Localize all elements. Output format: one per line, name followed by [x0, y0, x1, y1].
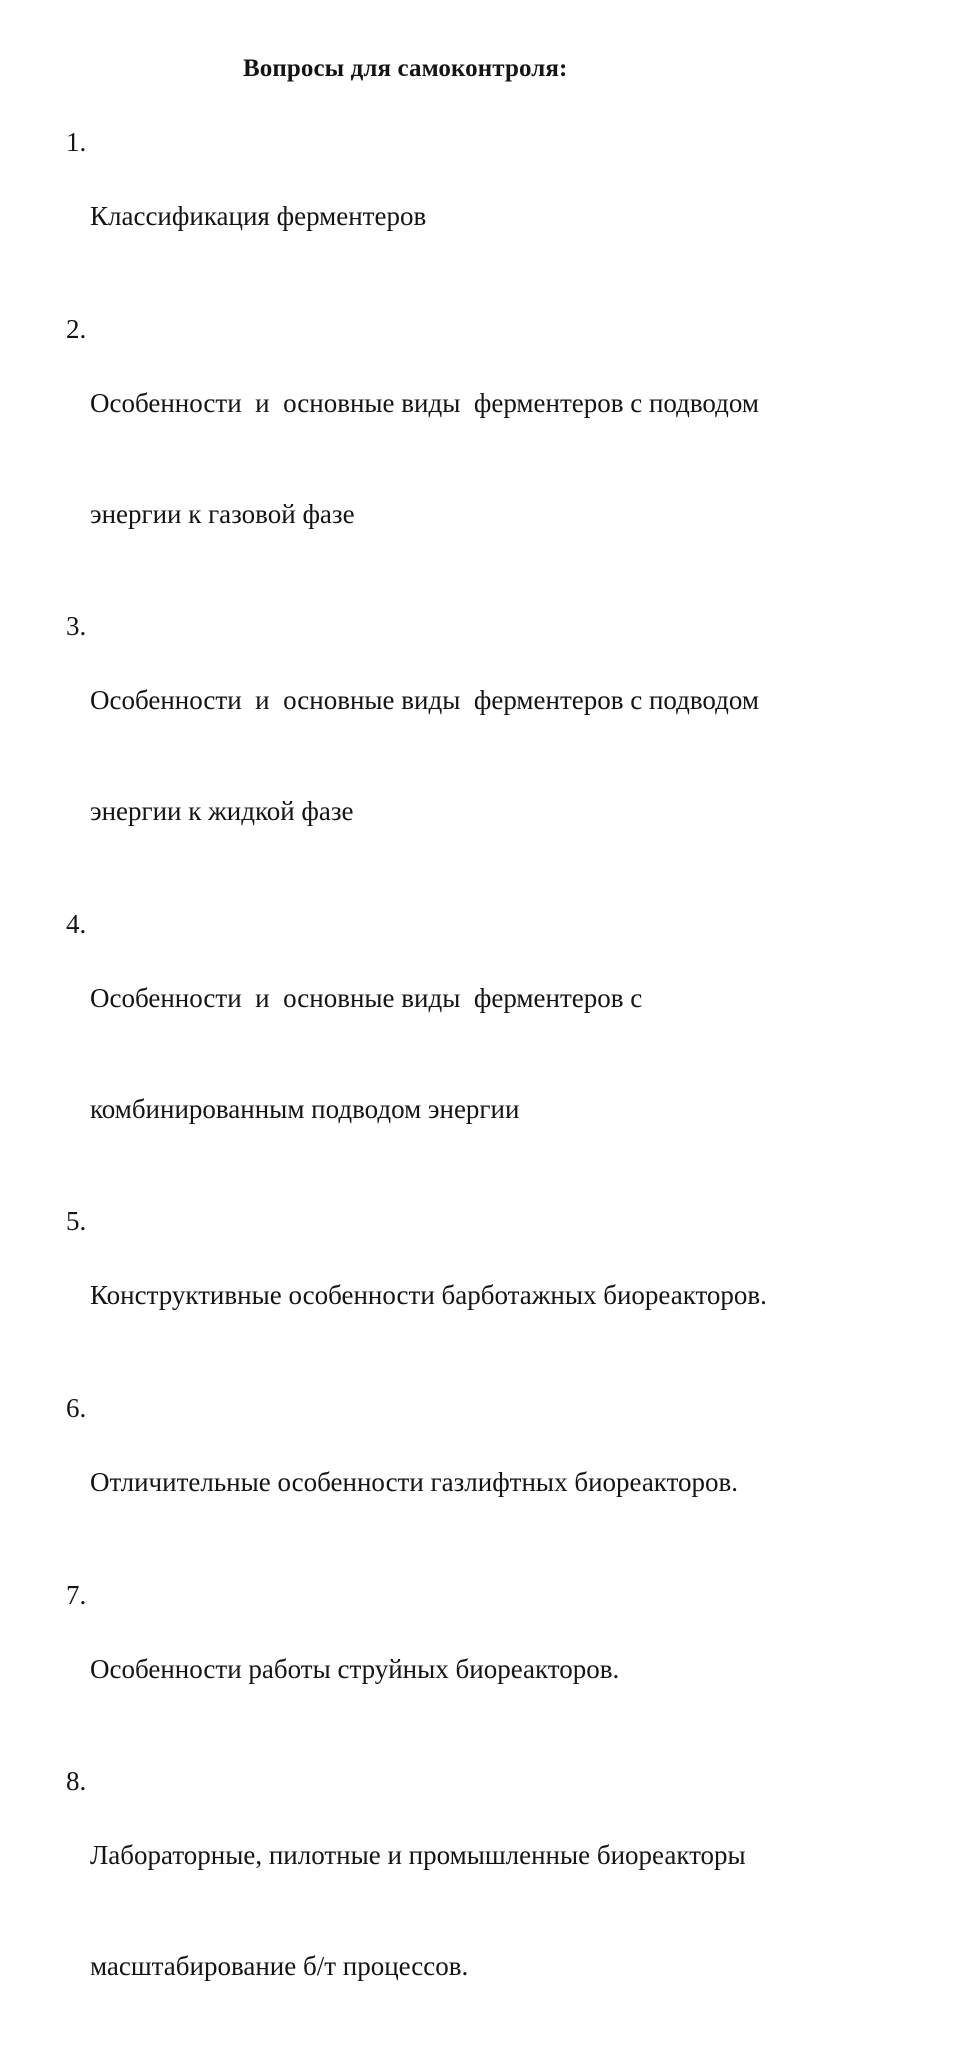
item-line: Особенности и основные виды ферментеров с подводом: [90, 685, 759, 716]
item-number: 4.: [66, 908, 87, 939]
item-number: 7.: [66, 1579, 87, 1610]
item-line: Лабораторные, пилотные и промышленные биореакторы: [90, 1840, 746, 1871]
item-line: Классификация ферментеров: [90, 201, 427, 231]
item-text: [90, 1577, 946, 1762]
item-number: 6.: [66, 1392, 87, 1423]
list-item: [66, 1390, 946, 1575]
item-number: 8.: [66, 1766, 87, 1797]
item-text: [90, 1763, 946, 2059]
list-item: [66, 1577, 946, 1762]
questions-list: [66, 124, 946, 2061]
list-item: [66, 608, 946, 904]
list-item: [66, 1203, 946, 1388]
item-number: 5.: [66, 1206, 87, 1237]
item-line: Особенности работы струйных биореакторов.: [90, 1653, 620, 1684]
item-line: Конструктивные особенности барботажных биореакторов.: [90, 1280, 767, 1311]
item-text: [90, 608, 946, 904]
item-line: энергии к газовой фазе: [90, 498, 355, 529]
item-text: [90, 1203, 946, 1388]
item-text: [90, 124, 946, 309]
item-number: 3.: [66, 611, 87, 642]
item-text: [90, 906, 946, 1202]
item-line: энергии к жидкой фазе: [90, 796, 354, 827]
item-number: 2.: [66, 313, 87, 344]
item-line: Отличительные особенности газлифтных биореакторов.: [90, 1466, 739, 1497]
item-line: Особенности и основные виды ферментеров с: [90, 982, 643, 1013]
list-item: [66, 906, 946, 1202]
item-text: [90, 311, 946, 607]
item-line: Особенности и основные виды ферментеров с подводом: [90, 387, 759, 418]
item-line: комбинированным подводом энергии: [90, 1093, 520, 1124]
slide-title: Вопросы для самоконтроля:: [243, 55, 568, 82]
item-number: 1.: [66, 127, 87, 157]
list-item: [66, 124, 946, 309]
list-item: [66, 1763, 946, 2059]
item-line: масштабирование б/т процессов.: [90, 1951, 469, 1982]
list-item: [66, 311, 946, 607]
item-text: [90, 1390, 946, 1575]
